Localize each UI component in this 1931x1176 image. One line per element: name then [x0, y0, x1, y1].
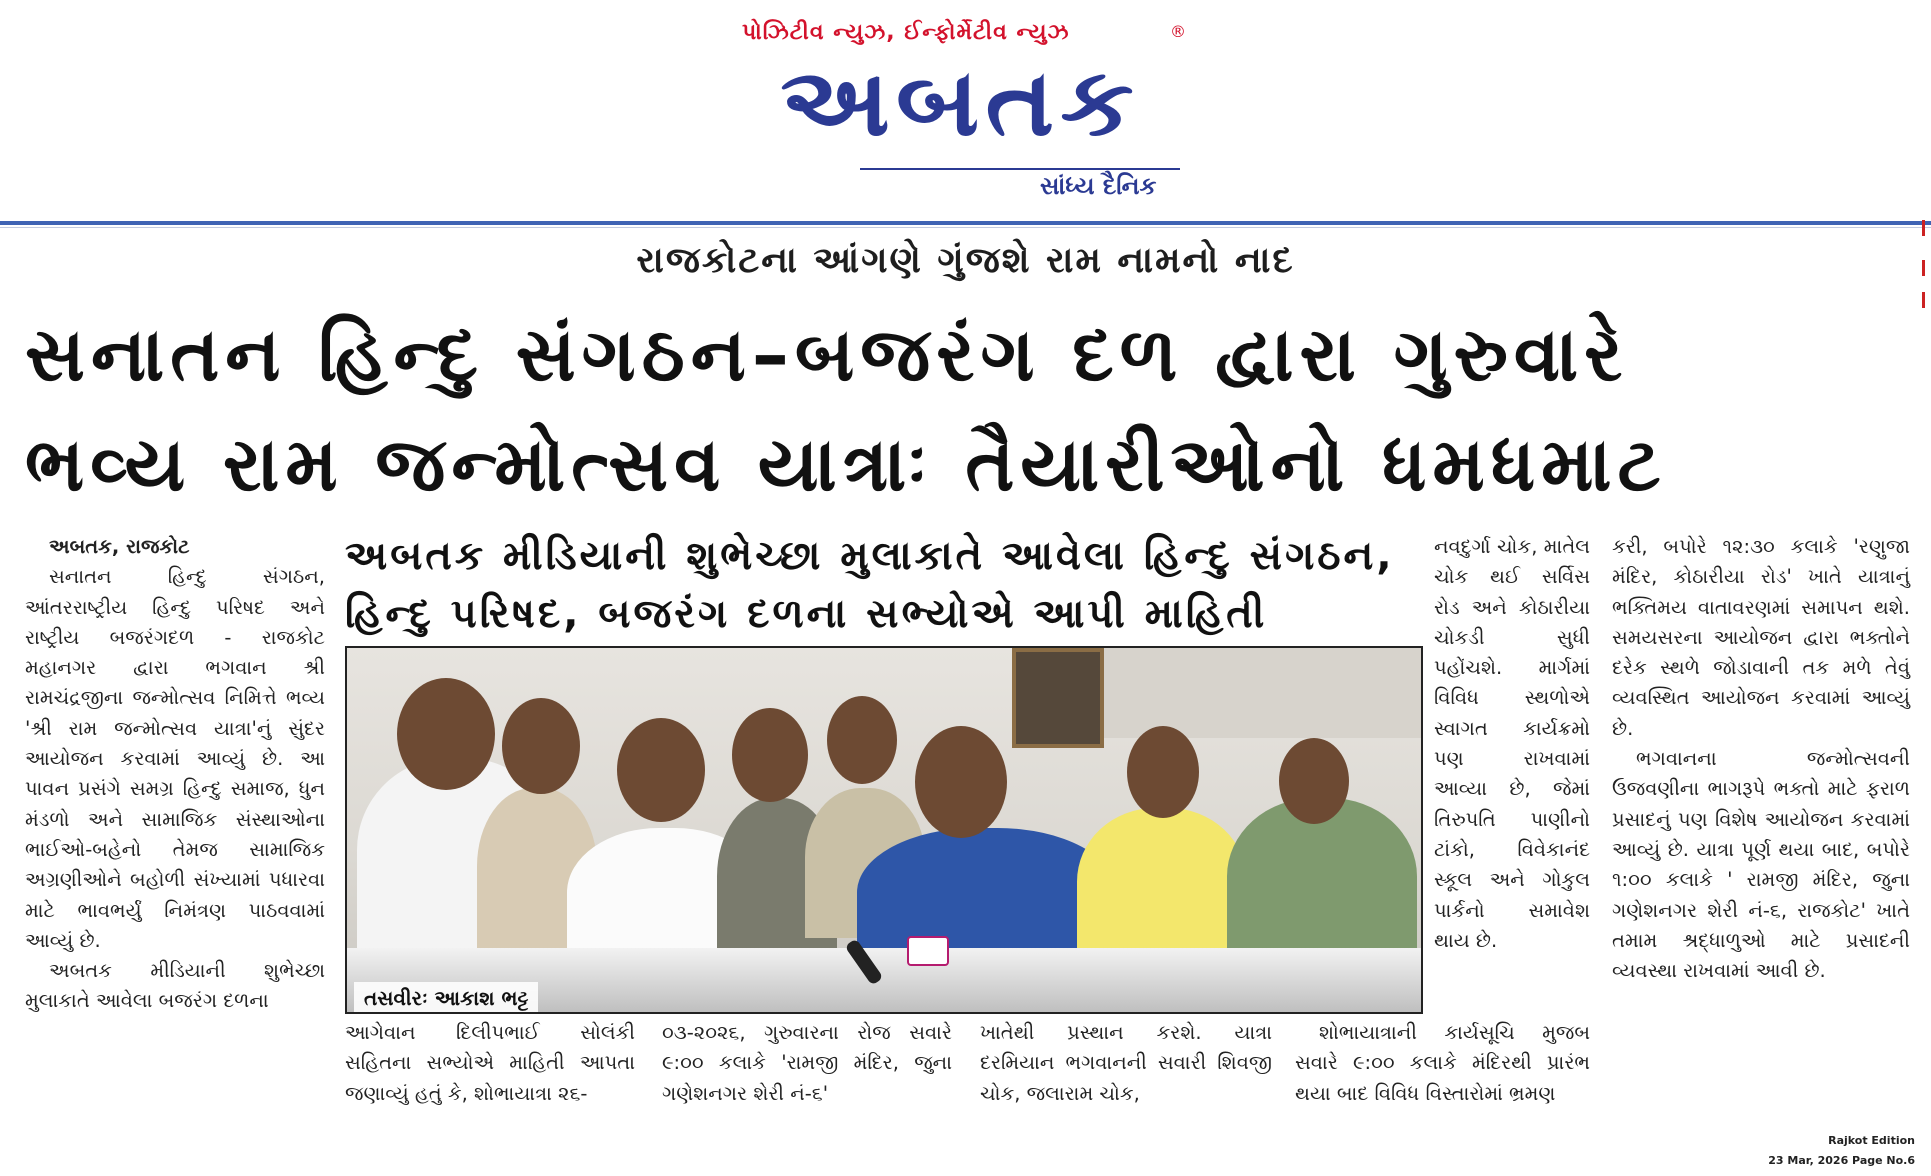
article-paragraph: નવદુર્ગા ચોક, માતેલ ચોક થઈ સર્વિસ રોડ અને કોઠારીયા ચોકડી સુધી પહોંચશે. માર્ગમાં વિવિધ સ્થળોએ સ્વાગત કાર્યક્રમો પણ રાખવામાં આવ્યા છે, જેમાં તિરુપતિ પાણીનો ટાંકો, વિવેકાનંદ સ્કૂલ અને ગોકુલ પાર્કનો સમાવેશ થાય છે.: [1434, 535, 1590, 952]
masthead-tagline: પોઝિટીવ ન્યુઝ, ઈન્ફોર્મેટીવ ન્યુઝ: [742, 20, 1070, 45]
wall-frame: [1012, 648, 1104, 748]
article-photo: [345, 646, 1423, 1014]
article-paragraph: ૦૩-૨૦૨૬, ગુરુવારના રોજ સવારે ૯:૦૦ કલાકે 'રામજી મંદિર, જુના ગણેશનગર શેરી નં-૬': [662, 1021, 952, 1105]
photo-person-head: [827, 696, 897, 784]
article-kicker: રાજકોટના આંગણે ગુંજશે રામ નામનો નાદ: [636, 240, 1295, 281]
photo-person: [1077, 808, 1247, 968]
article-paragraph: સનાતન હિન્દુ સંગઠન, આંતરરાષ્ટ્રીય હિન્દુ પરિષદ અને રાષ્ટ્રીય બજરંગદળ - રાજકોટ મહાનગર દ્વારા ભગવાન શ્રી રામચંદ્રજીના જન્મોત્સવ નિમિત્તે ભવ્ય 'શ્રી રામ જન્મોત્સવ યાત્રા'નું સુંદર આયોજન કરવામાં આવ્યું છે. આ પાવન પ્રસંગે સમગ્ર હિન્દુ સમાજ, ધુન મંડળો અને સામાજિક સંસ્થાઓના ભાઈઓ-બહેનો તેમજ સામાજિક અગ્રણીઓને બહોળી સંખ્યામાં પધારવા માટે ભાવભર્યું નિમંત્રણ પાઠવવામાં આવ્યું છે.: [25, 565, 325, 952]
article-headline-line-1: સનાતન હિન્દુ સંગઠન–બજરંગ દળ દ્વારા ગુરુવારે: [25, 312, 1629, 398]
logo-underline: [860, 168, 1180, 170]
article-column-below-3: [980, 1018, 1272, 1109]
article-paragraph: શોભાયાત્રાની કાર્યસૂચિ મુજબ સવારે ૯:૦૦ કલાકે મંદિરથી પ્રારંભ થયા બાદ વિવિધ વિસ્તારોમાં ભ્રમણ: [1295, 1021, 1590, 1105]
masthead-divider-thin: [0, 227, 1931, 228]
mic-badge-icon: [907, 936, 949, 966]
article-paragraph: આગેવાન દિલીપભાઈ સોલંકી સહિતના સભ્યોએ માહિતી આપતા જણાવ્યું હતું કે, શોભાયાત્રા ૨૬-: [345, 1021, 635, 1105]
masthead: [0, 0, 1931, 225]
photo-person-head: [502, 698, 580, 794]
newspaper-logo: અબતક: [780, 47, 1140, 157]
masthead-divider: [0, 221, 1931, 225]
article-paragraph: કરી, બપોરે ૧૨:૩૦ કલાકે 'રણુજા મંદિર, કોઠારીયા રોડ' ખાતે યાત્રાનું ભક્તિમય વાતાવરણમાં સમાપન થશે. સમયસરના આયોજન દ્વારા ભક્તોને દરેક સ્થળે જોડાવાની તક મળે તેવું વ્યવસ્થિત આયોજન કરવામાં આવ્યું છે.: [1612, 535, 1910, 740]
article-column-below-2: [662, 1018, 952, 1109]
photo-caption: તસવીરઃ આકાશ ભટ્ટ: [354, 982, 538, 1014]
photo-person-head: [915, 726, 1007, 838]
article-headline-line-2: ભવ્ય રામ જન્મોત્સવ યાત્રાઃ તૈયારીઓનો ધમધમાટ: [25, 422, 1667, 508]
article-subhead-line-1: અબતક મીડિયાની શુભેચ્છા મુલાકાતે આવેલા હિન્દુ સંગઠન,: [345, 533, 1395, 579]
photo-person-head: [397, 678, 495, 790]
masthead-subbrand: સાંધ્ય દૈનિક: [1040, 172, 1157, 200]
date-page-label: 23 Mar, 2026 Page No.6: [1768, 1154, 1915, 1167]
article-column-right-narrow: [1434, 532, 1590, 956]
photo-person: [1227, 798, 1417, 968]
photo-person-head: [732, 708, 808, 802]
article-paragraph: અબતક મીડિયાની શુભેચ્છા મુલાકાતે આવેલા બજરંગ દળના: [25, 959, 325, 1013]
photo-person-head: [1279, 738, 1349, 824]
article-paragraph: ખાતેથી પ્રસ્થાન કરશે. યાત્રા દરમિયાન ભગવાનની સવારી શિવજી ચોક, જલારામ ચોક,: [980, 1021, 1272, 1105]
article-column-right: [1612, 532, 1910, 986]
article-paragraph: ભગવાનના જન્મોત્સવની ઉજવણીના ભાગરૂપે ભક્તો માટે ફરાળ પ્રસાદનું પણ વિશેષ આયોજન કરવામાં આવ્યું છે. યાત્રા પૂર્ણ થયા બાદ, બપોરે ૧:૦૦ કલાકે ' રામજી મંદિર, જુના ગણેશનગર શેરી નં-૬, રાજકોટ' ખાતે તમામ શ્રદ્ધાળુઓ માટે પ્રસાદની વ્યવસ્થા રાખવામાં આવી છે.: [1612, 747, 1910, 983]
article-subhead-line-2: હિન્દુ પરિષદ, બજરંગ દળના સભ્યોએ આપી માહિતી: [345, 591, 1268, 637]
article-column-below-1: [345, 1018, 635, 1109]
photo-person-head: [617, 718, 705, 822]
article-column-left: [25, 532, 325, 1017]
article-column-below-4: [1295, 1018, 1590, 1109]
article-byline: અબતક, રાજકોટ: [49, 535, 190, 558]
edition-label: Rajkot Edition: [1828, 1134, 1915, 1147]
registered-mark: ®: [1170, 22, 1186, 41]
photo-person-head: [1127, 726, 1199, 818]
